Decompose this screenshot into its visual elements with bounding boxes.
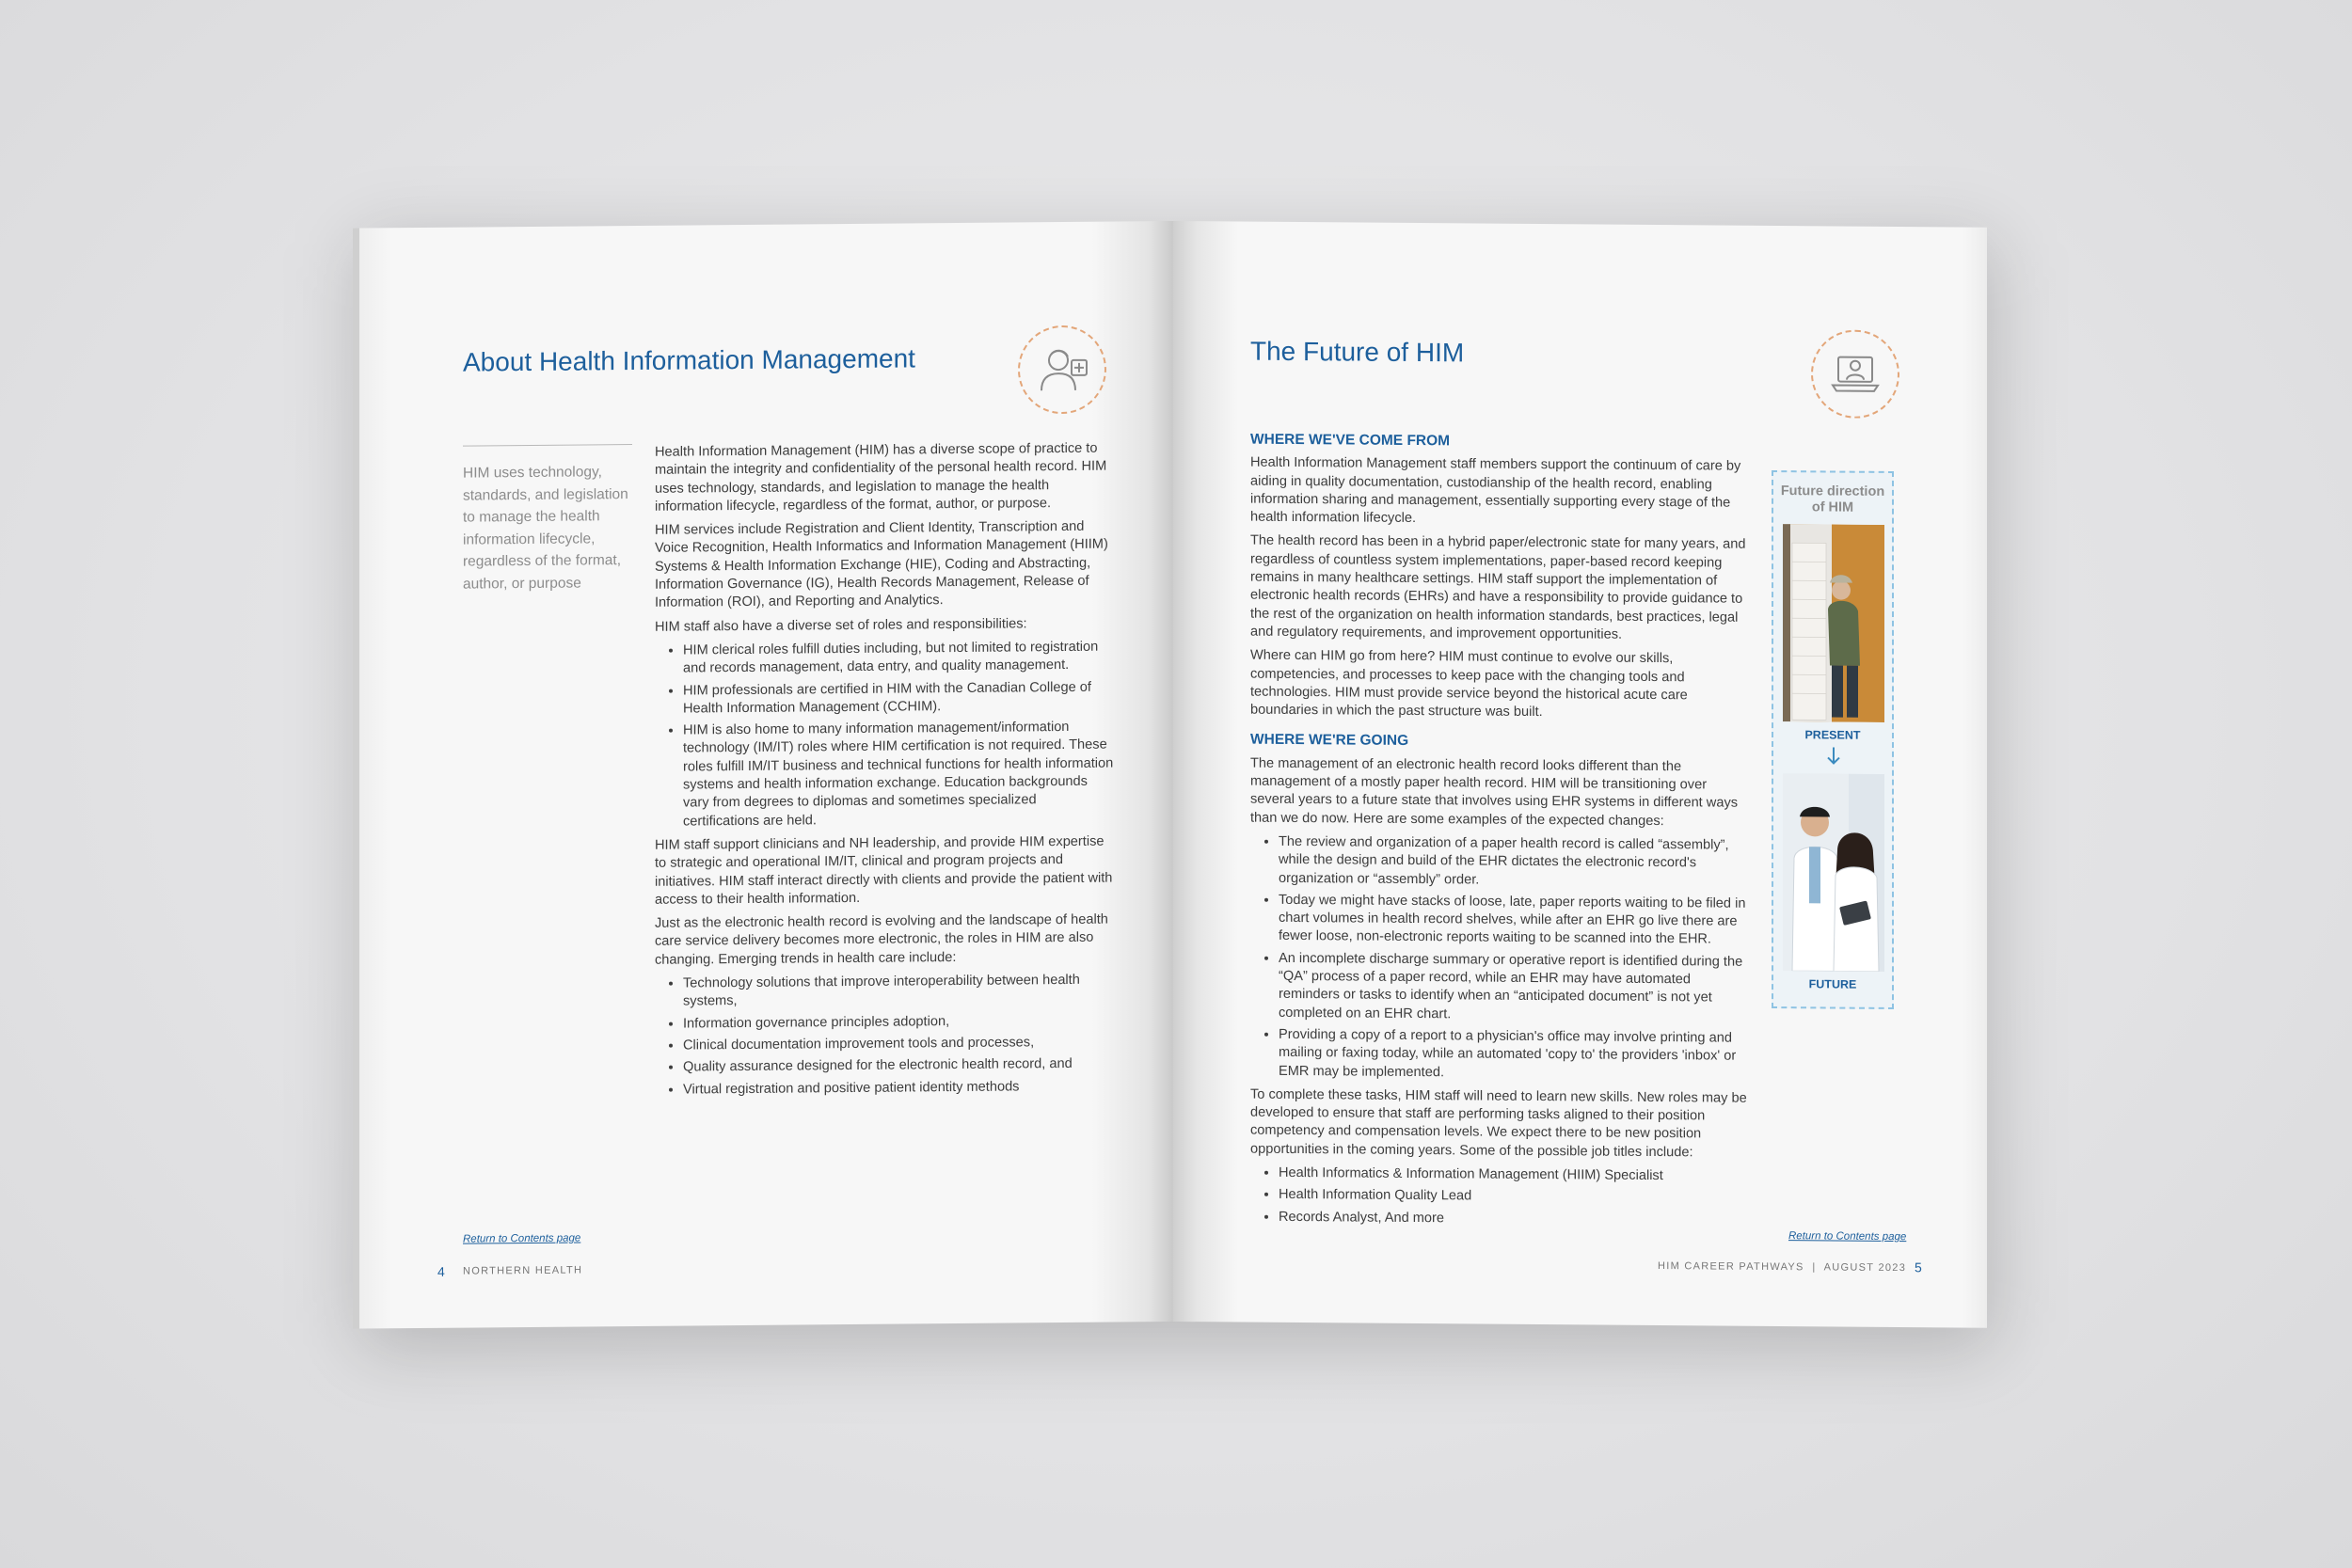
list-item: • HIM professionals are certified in HIM with the Canadian College of Health Information Management (CCHIM). bbox=[683, 678, 1116, 719]
paragraph: HIM staff also have a diverse set of roles and responsibilities: bbox=[655, 616, 1027, 635]
list-item: • Records Analyst, And more bbox=[1279, 1208, 1754, 1229]
paragraph: HIM staff support clinicians and NH leadership, and provide HIM expertise to strategic and operational IM/IT, clinical and program projects and initiatives. HIM staff interact directly with clients and provide the patient with access to their health information. bbox=[655, 833, 1113, 908]
right-body bbox=[1250, 431, 1754, 1234]
section-heading: WHERE WE'RE GOING bbox=[1250, 732, 1409, 750]
present-photo bbox=[1783, 524, 1884, 722]
paragraph: HIM services include Registration and Client Identity, Transcription and Voice Recognition, Health Informatics and Information Management (HIIM) Systems & Health Information Exchange (HIE), Coding and Abstracting, Information Governance (IG), Health Records Management, Release of Information (ROI), and Reporting and Analytics. bbox=[655, 519, 1108, 611]
future-direction-sidebar bbox=[1772, 470, 1894, 1009]
page-title: The Future of HIM bbox=[1250, 336, 1465, 368]
sidebar-title: Future direction of HIM bbox=[1780, 483, 1885, 515]
paragraph: Where can HIM go from here? HIM must continue to evolve our skills, competencies, and processes to keep pace with the changing tools and technologies. HIM must provide service beyond the historical acute care boundaries in which the past structure was built. bbox=[1250, 647, 1688, 721]
list-item: • Technology solutions that improve interoperability between health systems, bbox=[683, 972, 1116, 1012]
page-footer: HIM CAREER PATHWAYS | AUGUST 2023 bbox=[1658, 1260, 1907, 1275]
present-label: PRESENT bbox=[1804, 728, 1861, 742]
list-item: • Today we might have stacks of loose, late, paper reports waiting to be filed in chart volumes in health record shelves, while after an EHR go live there are fewer loose, non-electronic reports waiting to be scanned into the EHR. bbox=[1279, 892, 1754, 950]
paragraph: The health record has been in a hybrid paper/electronic state for many years, and regardless of countless system implementations, paper-based record keeping remains in many healthcare settings. HIM staff support the implementation of electronic health records (EHRs) and have a responsibility to provide guidance to the rest of the organization on health information standards, best practices, legal and regulatory requirements, and improvement opportunities. bbox=[1250, 533, 1746, 642]
person-plus-icon bbox=[1018, 325, 1106, 415]
list-item: • HIM clerical roles fulfill duties including, but not limited to registration and records management, data entry, and quality management. bbox=[683, 639, 1116, 679]
page-title: About Health Information Management bbox=[463, 343, 915, 377]
paragraph: Health Information Management (HIM) has a diverse scope of practice to maintain the integrity and confidentiality of the personal health record. HIM uses technology, standards, and legislation to manage the health information lifecycle, regardless of the format, author, or purpose. bbox=[655, 440, 1107, 515]
changes-list bbox=[1250, 833, 1754, 1085]
paragraph: Just as the electronic health record is evolving and the landscape of health care service delivery becomes more electronic, the roles in HIM are also changing. Emerging trends in health care include: bbox=[655, 911, 1108, 968]
paragraph: The management of an electronic health record looks different than the management of a mostly paper health record. HIM will be transitioning over several years to a future state that involves using EHR systems in different ways than we do now. Here are some examples of the expected changes: bbox=[1250, 755, 1739, 829]
roles-list bbox=[655, 639, 1116, 832]
page-number: 5 bbox=[1915, 1259, 1922, 1275]
sidebar-divider bbox=[463, 444, 632, 447]
future-photo bbox=[1783, 773, 1884, 972]
paragraph: Health Information Management staff members support the continuum of care by aiding in quality documentation, custodianship of the health record, enabling information sharing and management, essentially supporting every stage of the health information lifecycle. bbox=[1250, 454, 1741, 527]
list-item: • Health Information Quality Lead bbox=[1279, 1186, 1754, 1208]
return-to-contents-link[interactable]: Return to Contents page bbox=[1788, 1230, 1907, 1243]
list-item: • Information governance principles adoption, bbox=[683, 1011, 1116, 1033]
list-item: • Providing a copy of a report to a physician's office may involve printing and mailing or faxing today, while an automated 'copy to' the providers 'inbox' or EMR may be implemented. bbox=[1279, 1026, 1754, 1085]
right-page bbox=[1173, 221, 1987, 1328]
page-footer: NORTHERN HEALTH bbox=[463, 1264, 583, 1277]
list-item: • Quality assurance designed for the electronic health record, and bbox=[683, 1055, 1116, 1077]
left-page bbox=[353, 221, 1173, 1329]
list-item: • Virtual registration and positive patient identity methods bbox=[683, 1077, 1116, 1099]
list-item: • Clinical documentation improvement tools and processes, bbox=[683, 1033, 1116, 1054]
list-item: • An incomplete discharge summary or operative report is identified during the “QA” process of a paper record, while an EHR may have automated reminders or tasks to identify when an “anticipated document” is not yet completed on an EHR chart. bbox=[1279, 950, 1754, 1026]
page-number: 4 bbox=[437, 1263, 445, 1279]
doctor-laptop-icon bbox=[1811, 329, 1899, 419]
left-body bbox=[655, 440, 1116, 1105]
list-item: • HIM is also home to many information management/information technology (IM/IT) roles where HIM certification is not required. These roles fulfill IM/IT business and technical functions for health information systems and health information exchange. Education backgrounds vary from degrees to diplomas and sometimes specialized certifications are held. bbox=[683, 719, 1116, 832]
future-label: FUTURE bbox=[1808, 977, 1857, 991]
section-heading: WHERE WE'VE COME FROM bbox=[1250, 431, 1451, 450]
arrow-down-icon bbox=[1824, 745, 1843, 770]
list-item: • The review and organization of a paper health record is called “assembly”, while the design and build of the EHR dictates the electronic record's organization or “assembly” order. bbox=[1279, 833, 1754, 892]
sidebar-quote: HIM uses technology, standards, and legislation to manage the health information lifecycle, regardless of the format, author, or purpose bbox=[463, 464, 628, 593]
trends-list bbox=[655, 972, 1116, 1100]
job-titles-list bbox=[1250, 1164, 1754, 1230]
return-to-contents-link[interactable]: Return to Contents page bbox=[463, 1232, 581, 1245]
paragraph: To complete these tasks, HIM staff will need to learn new skills. New roles may be developed to ensure that staff are performing tasks aligned to their position competency and compensation levels. We expect there to be new position opportunities in the coming years. Some of the possible job titles include: bbox=[1250, 1086, 1747, 1161]
list-item: • Health Informatics & Information Management (HIIM) Specialist bbox=[1279, 1164, 1754, 1186]
